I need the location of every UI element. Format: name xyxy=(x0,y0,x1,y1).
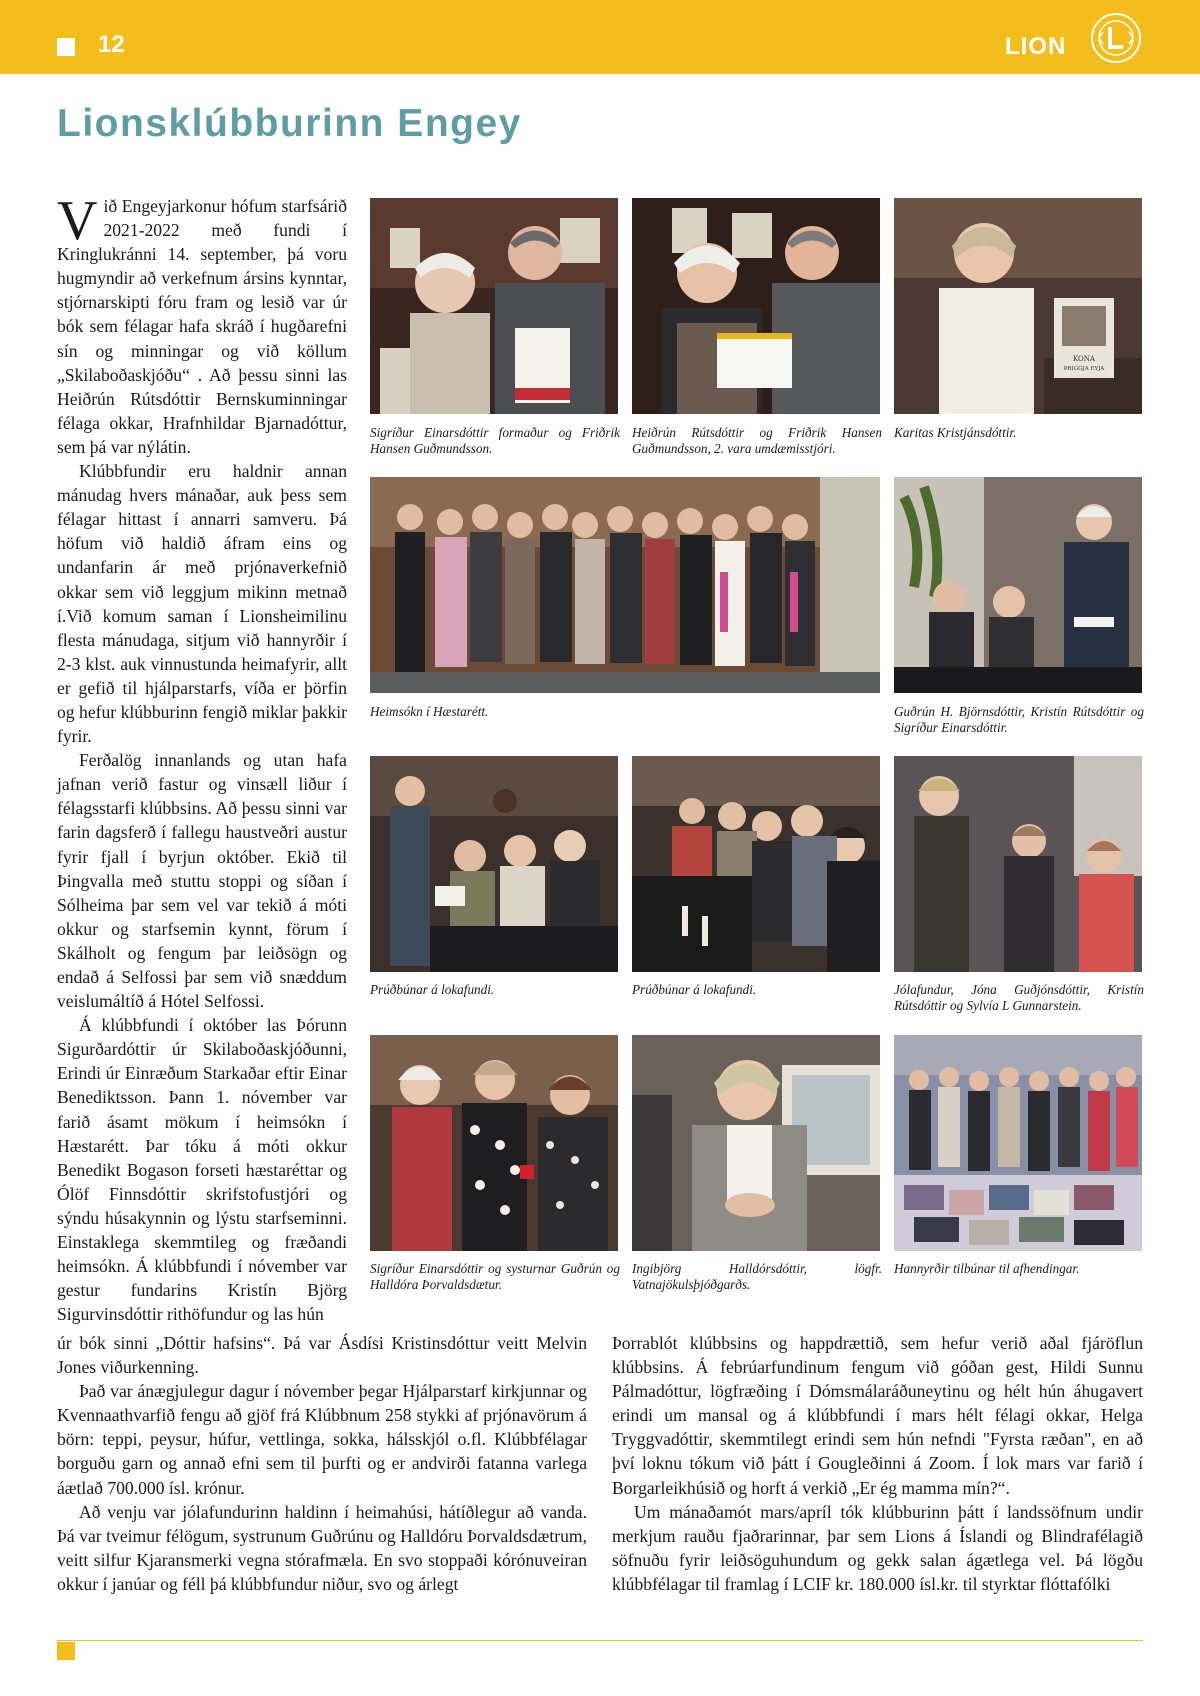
photo-caption: Karitas Kristjánsdóttir. xyxy=(894,425,1017,440)
article-paragraph: Klúbbfundir eru haldnir annan mánudag hvers mánaðar, auk þess sem félagar hittast í annarri samveru. Þá höfum við haldið áfram eins og undanfarin ár með prjónaverkefnið okkar sem við leggjum mikinn metnað í.Við komum saman í Lionsheimilinu flesta mánudaga, sitjum við hannyrðir í 2-3 klst. auk vinnustunda heimafyrir, allt er gefið til hjálparstarfs, víða er þörfin og hefur klúbburinn fengið miklar þakkir fyrir. xyxy=(57,461,347,747)
svg-text:KONA: KONA xyxy=(1073,355,1095,363)
photo-caption: Heiðrún Rútsdóttir og Friðrik Hansen Guðmundsson, 2. vara umdæmisstjóri. xyxy=(632,425,882,456)
article-column-left xyxy=(57,190,347,1326)
footer-rule xyxy=(57,1640,1143,1641)
photo-caption: Sigríður Einarsdóttir og systurnar Guðrún og Halldóra Þorvaldsdætur. xyxy=(370,1261,620,1292)
article-paragraph: Ferðalög innanlands og utan hafa jafnan verið fastur og vinsæll liður í félagsstarfi klúbbsins. Að þessu sinni var farin dagsferð í fallegu haustveðri austur fyrir fjall í byrjun október. Ekið til Þingvalla með stuttu stoppi og síðan í Sólheima þar sem vel var tekið á móti okkur og starfsemin kynnt, förum í Skálholt og fengum þar leiðsögn og endað á Selfossi þar sem við snæddum veislumáltíð á Hótel Selfossi. xyxy=(57,750,347,1012)
photo-jolafundur xyxy=(894,756,1142,972)
photo-caption: Sigríður Einarsdóttir formaður og Friðrik Hansen Guðmundsson. xyxy=(370,425,620,456)
photo-caption: Prúðbúnar á lokafundi. xyxy=(632,982,757,997)
lions-emblem-icon xyxy=(1090,12,1142,64)
article-column-bottom-right xyxy=(612,1331,1143,1596)
drop-cap: V xyxy=(57,190,98,252)
photo-karitas xyxy=(894,198,1142,414)
page-number: 12 xyxy=(98,31,125,58)
photo-sigridur-systurnar xyxy=(370,1035,618,1251)
photo-caption: Jólafundur, Jóna Guðjónsdóttir, Kristín Rútsdóttir og Sylvía L Gunnarstein. xyxy=(894,982,1144,1013)
header-square-marker xyxy=(57,38,75,56)
photo-lokafundur-1 xyxy=(370,756,618,972)
article-paragraph: úr bók sinni „Dóttir hafsins“. Þá var Ásdísi Kristinsdóttur veitt Melvin Jones viðurkenning. xyxy=(57,1333,587,1378)
photo-caption: Prúðbúnar á lokafundi. xyxy=(370,982,495,997)
article-paragraph: Um mánaðamót mars/apríl tók klúbburinn þátt í landssöfnum undir merkjum rauðu fjaðrarinnar, þar sem Lions á Íslandi og Blindrafélagið söfnuðu fyrir leiðsöguhundum og gekk salan ágætlega vel. Þá lögðu klúbbfélagar til framlag í LCIF kr. 180.000 ísl.kr. til styrktar flóttafólki xyxy=(612,1501,1143,1594)
photo-hannyrdir xyxy=(894,1035,1142,1251)
article-paragraph: Það var ánægjulegur dagur í nóvember þegar Hjálparstarf kirkjunnar og Kvennaathvarfið fengu að gjöf frá Klúbbnum 258 stykki af prjónavörum á börn: teppi, peysur, húfur, vettlinga, sokka, hálsskjól o.fl. Klúbbfélagar borguðu garn og annað efni sem til þurfti og er andvirði fatanna varlega áætlað 700.000 ísl. krónur. xyxy=(57,1381,587,1498)
photo-caption: Ingibjörg Halldórsdóttir, lögfr. Vatnajökulsþjóðgarðs. xyxy=(632,1261,882,1292)
photo-ingibjorg xyxy=(632,1035,880,1251)
article-paragraph: Að venju var jólafundurinn haldinn í heimahúsi, hátíðlegur að vanda. Þá var tveimur félögum, systrunum Guðrúnu og Halldóru Þorvaldsdætrum, veitt silfur Kjaransmerki vegna stórafmæla. En svo stoppaði kórónuveiran okkur í janúar og féll þá klúbbfundur niður, svo og árlegt xyxy=(57,1501,587,1594)
photo-haestarett-group xyxy=(370,477,880,693)
photo-lokafundur-2 xyxy=(632,756,880,972)
photo-sigridur-fridrik xyxy=(370,198,618,414)
page-header xyxy=(0,0,1200,74)
article-paragraph: Við Engeyjarkonur hófum starfsárið 2021-2022 með fundi í Kringlukránni 14. september, þá voru hugmyndir að verkefnum ársins kynntar, stjórnarskipti fóru fram og lesið var úr bók sem félagar hafa skráð í hugðarefni sín og minningar og við köllum „Skilaboðaskjóðu“ . Að þessu sinni las Heiðrún Rútsdóttir Bernskuminningar félaga okkar, Hrafnhildar Bjarnadóttur, sem þá var nýlátin. xyxy=(57,190,347,457)
footer-square-marker xyxy=(57,1642,75,1660)
photo-gudrun-kristin-sigridur xyxy=(894,477,1142,693)
photo-caption: Heimsókn í Hæstarétt. xyxy=(370,704,489,719)
photo-caption: Hannyrðir tilbúnar til afhendingar. xyxy=(894,1261,1080,1276)
article-paragraph: Á klúbbfundi í október las Þórunn Sigurðardóttir úr Skilaboðaskjóðunni, Erindi úr Einræðum Starkaðar eftir Einar Benediktsson. Þann 1. nóvember var farið ásamt mökum í heimsókn í Hæstarétt. Þar tóku á móti okkur Benedikt Bogason forseti hæstaréttar og Ólöf Finnsdóttir skrifstofustjóri og sýndu húsakynnin og lýstu starfseminni. Einstaklega skemmtileg og fræðandi heimsókn. Á klúbbfundi í nóvember var gestur fundarins Kristín Björg Sigurvinsdóttir rithöfundur og las hún xyxy=(57,1015,347,1325)
photo-caption: Guðrún H. Björnsdóttir, Kristín Rútsdóttir og Sigríður Einarsdóttir. xyxy=(894,704,1144,735)
photo-heidrun-fridrik xyxy=(632,198,880,414)
svg-text:ÞRIGGJA EYJA: ÞRIGGJA EYJA xyxy=(1063,366,1105,372)
article-column-bottom-left xyxy=(57,1331,587,1596)
magazine-name: LION xyxy=(1005,33,1067,60)
article-paragraph: Þorrablót klúbbsins og happdrættið, sem hefur verið aðal fjáröflun klúbbsins. Á febrúarfundinum fengum við góðan gest, Hildi Sunnu Pálmadóttur, lögfræðing í Dómsmálaráðuneytinu og hélt hún áhugavert erindi um mansal og á klúbbfundi í mars hélt félagi okkar, Helga Tryggvadóttir, skemmtilegt erindi sem hún nefndi "Fyrsta ræðan", en að því loknu tókum við þátt í Gougleðinni á Zoom. Í lok mars var farið í Borgarleikhúsið og horft á verkið „Er ég mamma mín?“. xyxy=(612,1333,1143,1498)
article-title: Lionsklúbburinn Engey xyxy=(57,102,522,145)
